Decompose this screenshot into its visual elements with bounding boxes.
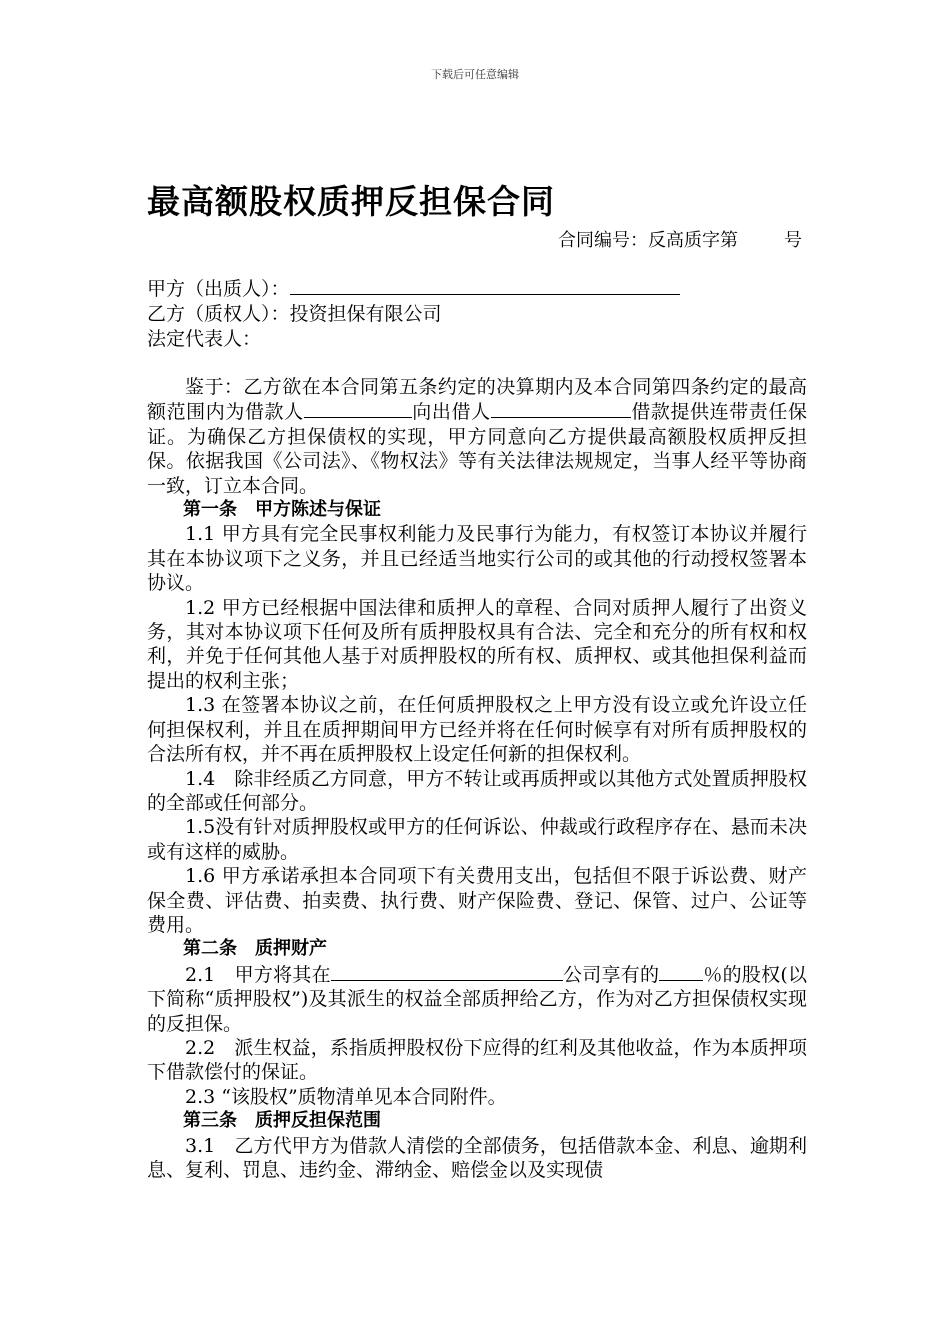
party-b-value: 投资担保有限公司	[289, 303, 442, 325]
clause-2-1	[147, 962, 807, 1036]
lender-blank	[491, 399, 631, 418]
contract-body	[147, 375, 807, 1182]
company-blank	[331, 962, 563, 981]
preamble-part3: 借款提供连带责任保证。为确保乙方担保债权的实现，甲方同意向乙方提供最高额股权质押反担保。依据我国《公司法》、《物权法》等有关法律法规规定，当事人经平等协商一致，订立本合同。	[147, 401, 807, 497]
clause-1-3: 1.3 在签署本协议之前，在任何质押股权之上甲方没有设立或允许设立任何担保权利，并且在质押期间甲方已经并将在任何时候享有对所有质押股权的合法所有权，并不再在质押股权上设定任何新的担保权利。	[147, 694, 807, 766]
article1-heading: 第一条 甲方陈述与保证	[183, 499, 381, 521]
contract-number-suffix: 号	[784, 230, 802, 251]
clause-1-4: 1.4 除非经质乙方同意，甲方不转让或再质押或以其他方式处置质押股权的全部或任何部分。	[147, 767, 807, 814]
party-b-row	[147, 302, 680, 327]
clause-1-1: 1.1 甲方具有完全民事权利能力及民事行为能力，有权签订本协议并履行其在本协议项下之义务，并且已经适当地实行公司的或其他的行动授权签署本协议。	[147, 523, 807, 595]
document-title: 最高额股权质押反担保合同	[147, 182, 555, 221]
clause-1-2: 1.2 甲方已经根据中国法律和质押人的章程、合同对质押人履行了出资义务，其对本协议项下任何及所有质押股权具有合法、完全和充分的所有权和权利，并免于任何其他人基于对质押股权的所有权、质押权、或其他担保利益而提出的权利主张；	[147, 596, 807, 692]
article2-heading: 第二条 质押财产	[183, 938, 327, 960]
clause-1-6: 1.6 甲方承诺承担本合同项下有关费用支出，包括但不限于诉讼费、财产保全费、评估费、拍卖费、执行费、财产保险费、登记、保管、过户、公证等费用。	[147, 865, 807, 936]
header-note: 下载后可任意编辑	[431, 68, 519, 81]
clause-2-2: 2.2 派生权益，系指质押股权份下应得的红利及其他收益，作为本质押项下借款偿付的保证。	[147, 1036, 807, 1084]
legal-rep-label: 法定代表人：	[147, 328, 262, 350]
party-a-row	[147, 276, 680, 302]
contract-number-prefix: 合同编号：反高质字第	[558, 230, 738, 251]
party-a-label: 甲方（出质人）：	[147, 278, 290, 300]
party-b-label: 乙方（质权人）：	[147, 303, 290, 325]
preamble-part1: 鉴于：乙方欲在本合同第五条约定的决算期内及本合同第四条约定的最高额范围内为借款人	[147, 376, 807, 424]
clause-2-1-c: ％的股权(以下简称“质押股权”)及其派生的权益全部质押给乙方，作为对乙方担保债权实现的反担保。	[147, 963, 807, 1035]
clause-2-1-a: 2.1 甲方将其在	[185, 963, 331, 986]
clause-2-1-b: 公司享有的	[562, 963, 660, 986]
preamble	[147, 375, 807, 498]
parties-block	[147, 276, 680, 352]
legal-rep-row	[147, 327, 680, 352]
article3-heading: 第三条 质押反担保范围	[183, 1110, 381, 1132]
clause-3-1: 3.1 乙方代甲方为借款人清偿的全部债务，包括借款本金、利息、逾期利息、复利、罚息、违约金、滞纳金、赔偿金以及实现债	[147, 1134, 807, 1181]
percent-blank	[659, 962, 703, 981]
party-a-blank	[290, 276, 680, 295]
clause-2-3: 2.3 “该股权”质物清单见本合同附件。	[185, 1085, 507, 1108]
contract-number	[558, 226, 802, 252]
clause-1-5: 1.5没有针对质押股权或甲方的任何诉讼、仲裁或行政程序存在、悬而未决或有这样的威胁。	[147, 816, 807, 863]
preamble-part2: 向出借人	[411, 401, 491, 424]
borrower-blank	[304, 399, 412, 418]
